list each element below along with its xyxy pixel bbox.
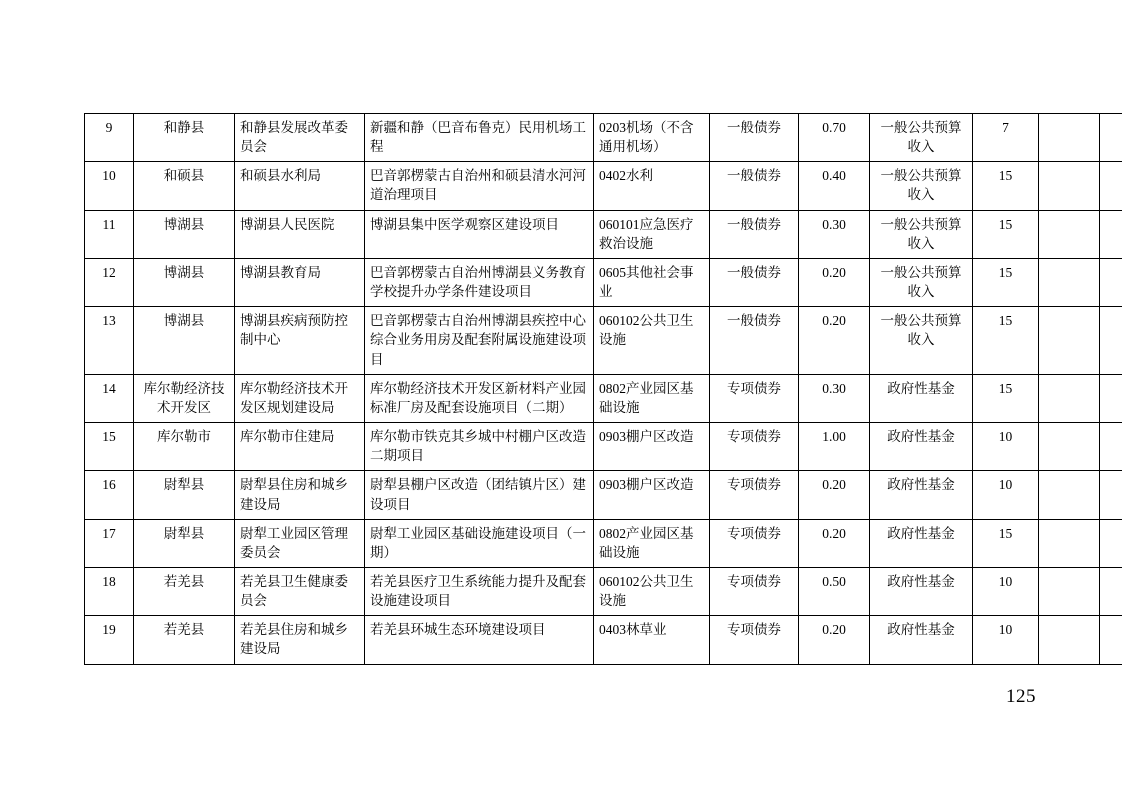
cell-unit: 库尔勒市住建局 [235,423,365,471]
cell-amount: 1.00 [799,423,870,471]
cell-bond-type: 一般债券 [710,307,799,374]
cell-index: 12 [85,258,134,306]
cell-amount: 0.50 [799,567,870,615]
cell-extra-2 [1100,616,1122,664]
table-body [85,114,1122,665]
cell-index: 14 [85,374,134,422]
cell-extra-1 [1039,162,1100,210]
cell-amount: 0.40 [799,162,870,210]
cell-bond-type: 一般债券 [710,114,799,162]
cell-unit: 库尔勒经济技术开发区规划建设局 [235,374,365,422]
cell-index: 11 [85,210,134,258]
cell-field: 0402水利 [594,162,710,210]
bond-project-table-wrapper [84,113,1039,665]
cell-unit: 和硕县水利局 [235,162,365,210]
cell-source: 政府性基金 [870,519,973,567]
cell-source: 一般公共预算收入 [870,210,973,258]
cell-region: 若羌县 [134,567,235,615]
table-row [85,567,1122,615]
cell-amount: 0.70 [799,114,870,162]
cell-years: 15 [973,162,1039,210]
cell-project: 巴音郭楞蒙古自治州博湖县义务教育学校提升办学条件建设项目 [365,258,594,306]
cell-extra-2 [1100,210,1122,258]
cell-extra-2 [1100,567,1122,615]
cell-project: 博湖县集中医学观察区建设项目 [365,210,594,258]
table-row [85,471,1122,519]
cell-source: 政府性基金 [870,567,973,615]
cell-bond-type: 一般债券 [710,258,799,306]
cell-extra-2 [1100,423,1122,471]
cell-field: 060101应急医疗救治设施 [594,210,710,258]
cell-bond-type: 专项债券 [710,423,799,471]
cell-years: 10 [973,471,1039,519]
cell-field: 060102公共卫生设施 [594,307,710,374]
cell-years: 15 [973,307,1039,374]
cell-unit: 博湖县教育局 [235,258,365,306]
cell-bond-type: 一般债券 [710,162,799,210]
cell-bond-type: 专项债券 [710,567,799,615]
cell-project: 尉犁县棚户区改造（团结镇片区）建设项目 [365,471,594,519]
cell-bond-type: 专项债券 [710,616,799,664]
cell-extra-1 [1039,258,1100,306]
cell-source: 政府性基金 [870,423,973,471]
cell-years: 10 [973,616,1039,664]
cell-extra-1 [1039,519,1100,567]
cell-extra-2 [1100,471,1122,519]
cell-bond-type: 专项债券 [710,374,799,422]
cell-region: 尉犁县 [134,471,235,519]
cell-years: 15 [973,210,1039,258]
cell-bond-type: 专项债券 [710,519,799,567]
cell-source: 政府性基金 [870,471,973,519]
cell-extra-1 [1039,307,1100,374]
cell-region: 和静县 [134,114,235,162]
table-row [85,210,1122,258]
cell-amount: 0.20 [799,307,870,374]
cell-index: 15 [85,423,134,471]
table-row [85,519,1122,567]
cell-source: 一般公共预算收入 [870,307,973,374]
cell-unit: 尉犁工业园区管理委员会 [235,519,365,567]
cell-project: 巴音郭楞蒙古自治州博湖县疾控中心综合业务用房及配套附属设施建设项目 [365,307,594,374]
cell-years: 10 [973,567,1039,615]
cell-extra-1 [1039,423,1100,471]
cell-amount: 0.20 [799,616,870,664]
table-row [85,423,1122,471]
cell-region: 博湖县 [134,258,235,306]
cell-field: 0403林草业 [594,616,710,664]
table-row [85,258,1122,306]
cell-project: 库尔勒市铁克其乡城中村棚户区改造二期项目 [365,423,594,471]
cell-region: 和硕县 [134,162,235,210]
cell-extra-2 [1100,114,1122,162]
cell-source: 政府性基金 [870,374,973,422]
cell-amount: 0.30 [799,374,870,422]
cell-project: 新疆和静（巴音布鲁克）民用机场工程 [365,114,594,162]
cell-index: 18 [85,567,134,615]
cell-project: 若羌县环城生态环境建设项目 [365,616,594,664]
cell-source: 一般公共预算收入 [870,162,973,210]
cell-unit: 尉犁县住房和城乡建设局 [235,471,365,519]
cell-years: 10 [973,423,1039,471]
page-number: 125 [1006,686,1036,707]
cell-unit: 若羌县住房和城乡建设局 [235,616,365,664]
cell-index: 13 [85,307,134,374]
cell-field: 0903棚户区改造 [594,471,710,519]
cell-index: 9 [85,114,134,162]
cell-source: 政府性基金 [870,616,973,664]
cell-extra-2 [1100,374,1122,422]
table-row [85,374,1122,422]
cell-project: 若羌县医疗卫生系统能力提升及配套设施建设项目 [365,567,594,615]
table-row [85,307,1122,374]
cell-unit: 若羌县卫生健康委员会 [235,567,365,615]
cell-bond-type: 专项债券 [710,471,799,519]
cell-extra-2 [1100,519,1122,567]
cell-region: 库尔勒市 [134,423,235,471]
cell-extra-1 [1039,567,1100,615]
cell-project: 库尔勒经济技术开发区新材料产业园标准厂房及配套设施项目（二期） [365,374,594,422]
cell-project: 巴音郭楞蒙古自治州和硕县清水河河道治理项目 [365,162,594,210]
cell-amount: 0.20 [799,519,870,567]
cell-years: 15 [973,519,1039,567]
cell-index: 10 [85,162,134,210]
cell-years: 15 [973,374,1039,422]
table-row [85,162,1122,210]
cell-years: 15 [973,258,1039,306]
table-row [85,114,1122,162]
cell-region: 若羌县 [134,616,235,664]
cell-amount: 0.30 [799,210,870,258]
cell-source: 一般公共预算收入 [870,258,973,306]
cell-years: 7 [973,114,1039,162]
cell-region: 博湖县 [134,210,235,258]
cell-field: 0203机场（不含通用机场） [594,114,710,162]
cell-amount: 0.20 [799,258,870,306]
cell-extra-1 [1039,374,1100,422]
cell-index: 17 [85,519,134,567]
cell-index: 19 [85,616,134,664]
cell-field: 0802产业园区基础设施 [594,374,710,422]
cell-extra-2 [1100,258,1122,306]
cell-region: 博湖县 [134,307,235,374]
cell-unit: 和静县发展改革委员会 [235,114,365,162]
cell-region: 库尔勒经济技术开发区 [134,374,235,422]
cell-project: 尉犁工业园区基础设施建设项目（一期） [365,519,594,567]
cell-extra-1 [1039,616,1100,664]
cell-field: 0605其他社会事业 [594,258,710,306]
cell-extra-2 [1100,307,1122,374]
table-row [85,616,1122,664]
cell-field: 060102公共卫生设施 [594,567,710,615]
cell-field: 0802产业园区基础设施 [594,519,710,567]
cell-unit: 博湖县人民医院 [235,210,365,258]
bond-project-table [84,113,1122,665]
cell-extra-1 [1039,210,1100,258]
cell-amount: 0.20 [799,471,870,519]
cell-extra-2 [1100,162,1122,210]
cell-source: 一般公共预算收入 [870,114,973,162]
cell-bond-type: 一般债券 [710,210,799,258]
cell-field: 0903棚户区改造 [594,423,710,471]
cell-extra-1 [1039,471,1100,519]
cell-unit: 博湖县疾病预防控制中心 [235,307,365,374]
cell-extra-1 [1039,114,1100,162]
cell-region: 尉犁县 [134,519,235,567]
cell-index: 16 [85,471,134,519]
